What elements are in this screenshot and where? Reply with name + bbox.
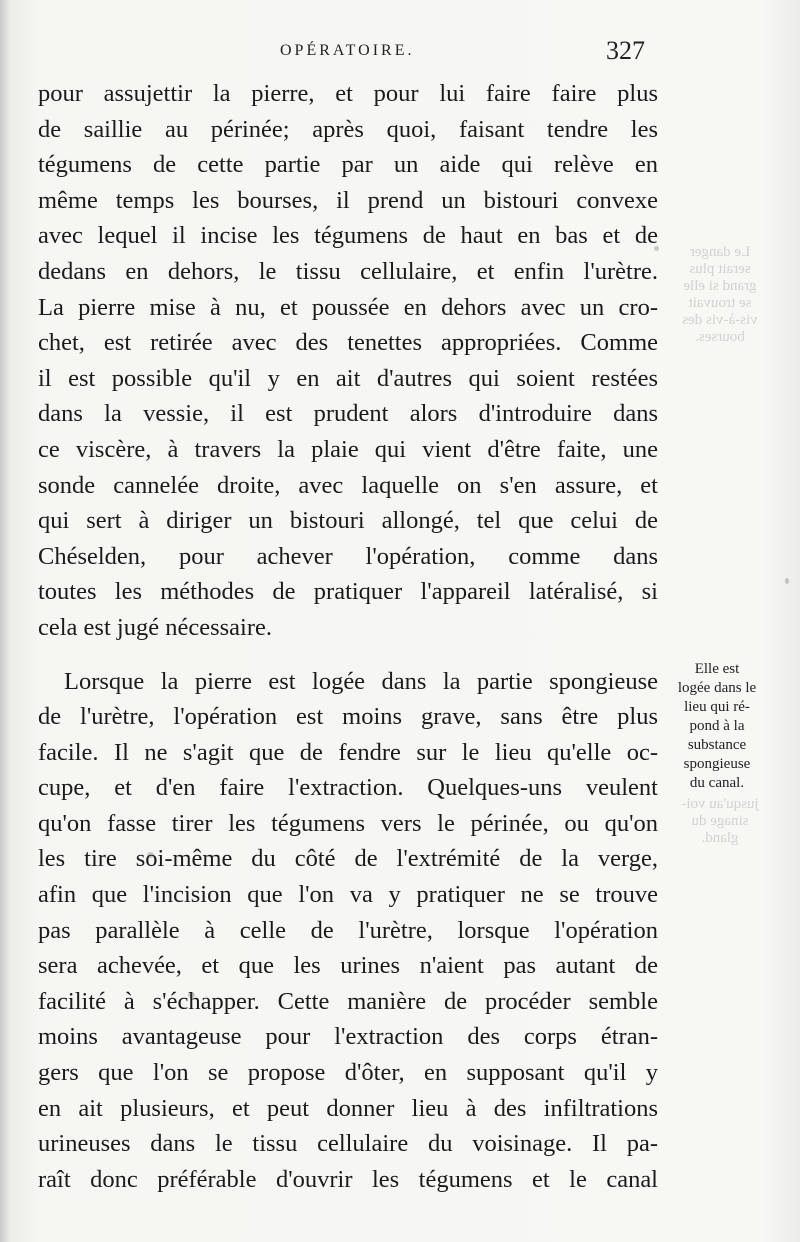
text-line: qu'on fasse tirer les tégumens vers le périnée, ou qu'on: [38, 809, 658, 837]
ink-speck: [147, 852, 154, 858]
text-line: chet, est retirée avec des tenettes appropriées. Comme: [38, 329, 658, 357]
body-text: [38, 76, 658, 1197]
text-line: de saillie au périnée; après quoi, faisant tendre les: [38, 115, 658, 143]
text-line: gers que l'on se propose d'ôter, en supposant qu'il y: [38, 1059, 658, 1087]
paragraph-1: [38, 76, 658, 646]
margin-note-line: substance: [687, 737, 747, 753]
text-line: tégumens de cette partie par un aide qui relève en: [38, 151, 658, 179]
text-line: cela est jugé nécessaire.: [38, 613, 272, 641]
paragraph-2: [38, 664, 658, 1198]
text-line: moins avantageuse pour l'extraction des corps étran-: [38, 1023, 658, 1051]
text-line: pas parallèle à celle de l'urètre, lorsque l'opération: [38, 916, 658, 944]
text-line: facile. Il ne s'agit que de fendre sur le lieu qu'elle oc-: [38, 738, 658, 766]
text-line: sonde cannelée droite, avec laquelle on s'en assure, et: [38, 471, 658, 499]
text-line: raît donc préférable d'ouvrir les tégumens et le canal: [38, 1165, 658, 1193]
text-line: dans la vessie, il est prudent alors d'introduire dans: [38, 400, 658, 428]
text-line: afin que l'incision que l'on va y pratiquer ne se trouve: [38, 881, 658, 909]
text-line: il est possible qu'il y en ait d'autres qui soient restées: [38, 364, 658, 392]
show-through-mid: jusqu'au voi- sinage du gland.: [681, 796, 759, 846]
text-line: en ait plusieurs, et peut donner lieu à des infiltrations: [38, 1094, 658, 1122]
margin-note-line: logée dans le: [677, 680, 757, 696]
gutter-shadow: [0, 0, 10, 1242]
margin-note-line: Elle est: [694, 661, 740, 677]
margin-note: [662, 660, 772, 793]
margin-note-line: lieu qui ré-: [684, 699, 750, 715]
text-line: urineuses dans le tissu cellulaire du voisinage. Il pa-: [38, 1130, 658, 1158]
text-line: de l'urètre, l'opération est moins grave, sans être plus: [38, 703, 658, 731]
ink-speck: [654, 246, 659, 251]
ink-speck: [188, 992, 195, 998]
page-header: [0, 36, 800, 66]
running-head: OPÉRATOIRE.: [280, 42, 415, 59]
ink-speck: [785, 578, 789, 584]
margin-note-line: pond à la: [689, 718, 745, 734]
show-through-top: Le danger serait plus grand si elle se trouvait vis-à-vis des bourses.: [682, 244, 758, 345]
text-line: les tire soi-même du côté de l'extrémité de la verge,: [38, 845, 658, 873]
page-number: 327: [606, 36, 645, 65]
text-line: dedans en dehors, le tissu cellulaire, et enfin l'urètre.: [38, 257, 658, 285]
text-line: Lorsque la pierre est logée dans la partie spongieuse: [64, 667, 658, 695]
text-line: sera achevée, et que les urines n'aient pas autant de: [38, 952, 658, 980]
text-line: pour assujettir la pierre, et pour lui faire faire plus: [38, 80, 658, 107]
text-line: toutes les méthodes de pratiquer l'appareil latéralisé, si: [38, 578, 658, 606]
text-line: même temps les bourses, il prend un bistouri convexe: [38, 186, 658, 214]
text-line: avec lequel il incise les tégumens de haut en bas et de: [38, 222, 658, 250]
margin-note-line: du canal.: [689, 775, 745, 791]
text-line: facilité à s'échapper. Cette manière de procéder semble: [38, 987, 658, 1015]
text-line: ce viscère, à travers la plaie qui vient d'être faite, une: [38, 435, 658, 463]
text-line: La pierre mise à nu, et poussée en dehors avec un cro-: [38, 293, 658, 321]
text-line: cupe, et d'en faire l'extraction. Quelques-uns veulent: [38, 774, 658, 802]
margin-note-line: spongieuse: [683, 756, 751, 772]
text-line: Chéselden, pour achever l'opération, comme dans: [38, 542, 658, 570]
text-line: qui sert à diriger un bistouri allongé, tel que celui de: [38, 507, 658, 535]
